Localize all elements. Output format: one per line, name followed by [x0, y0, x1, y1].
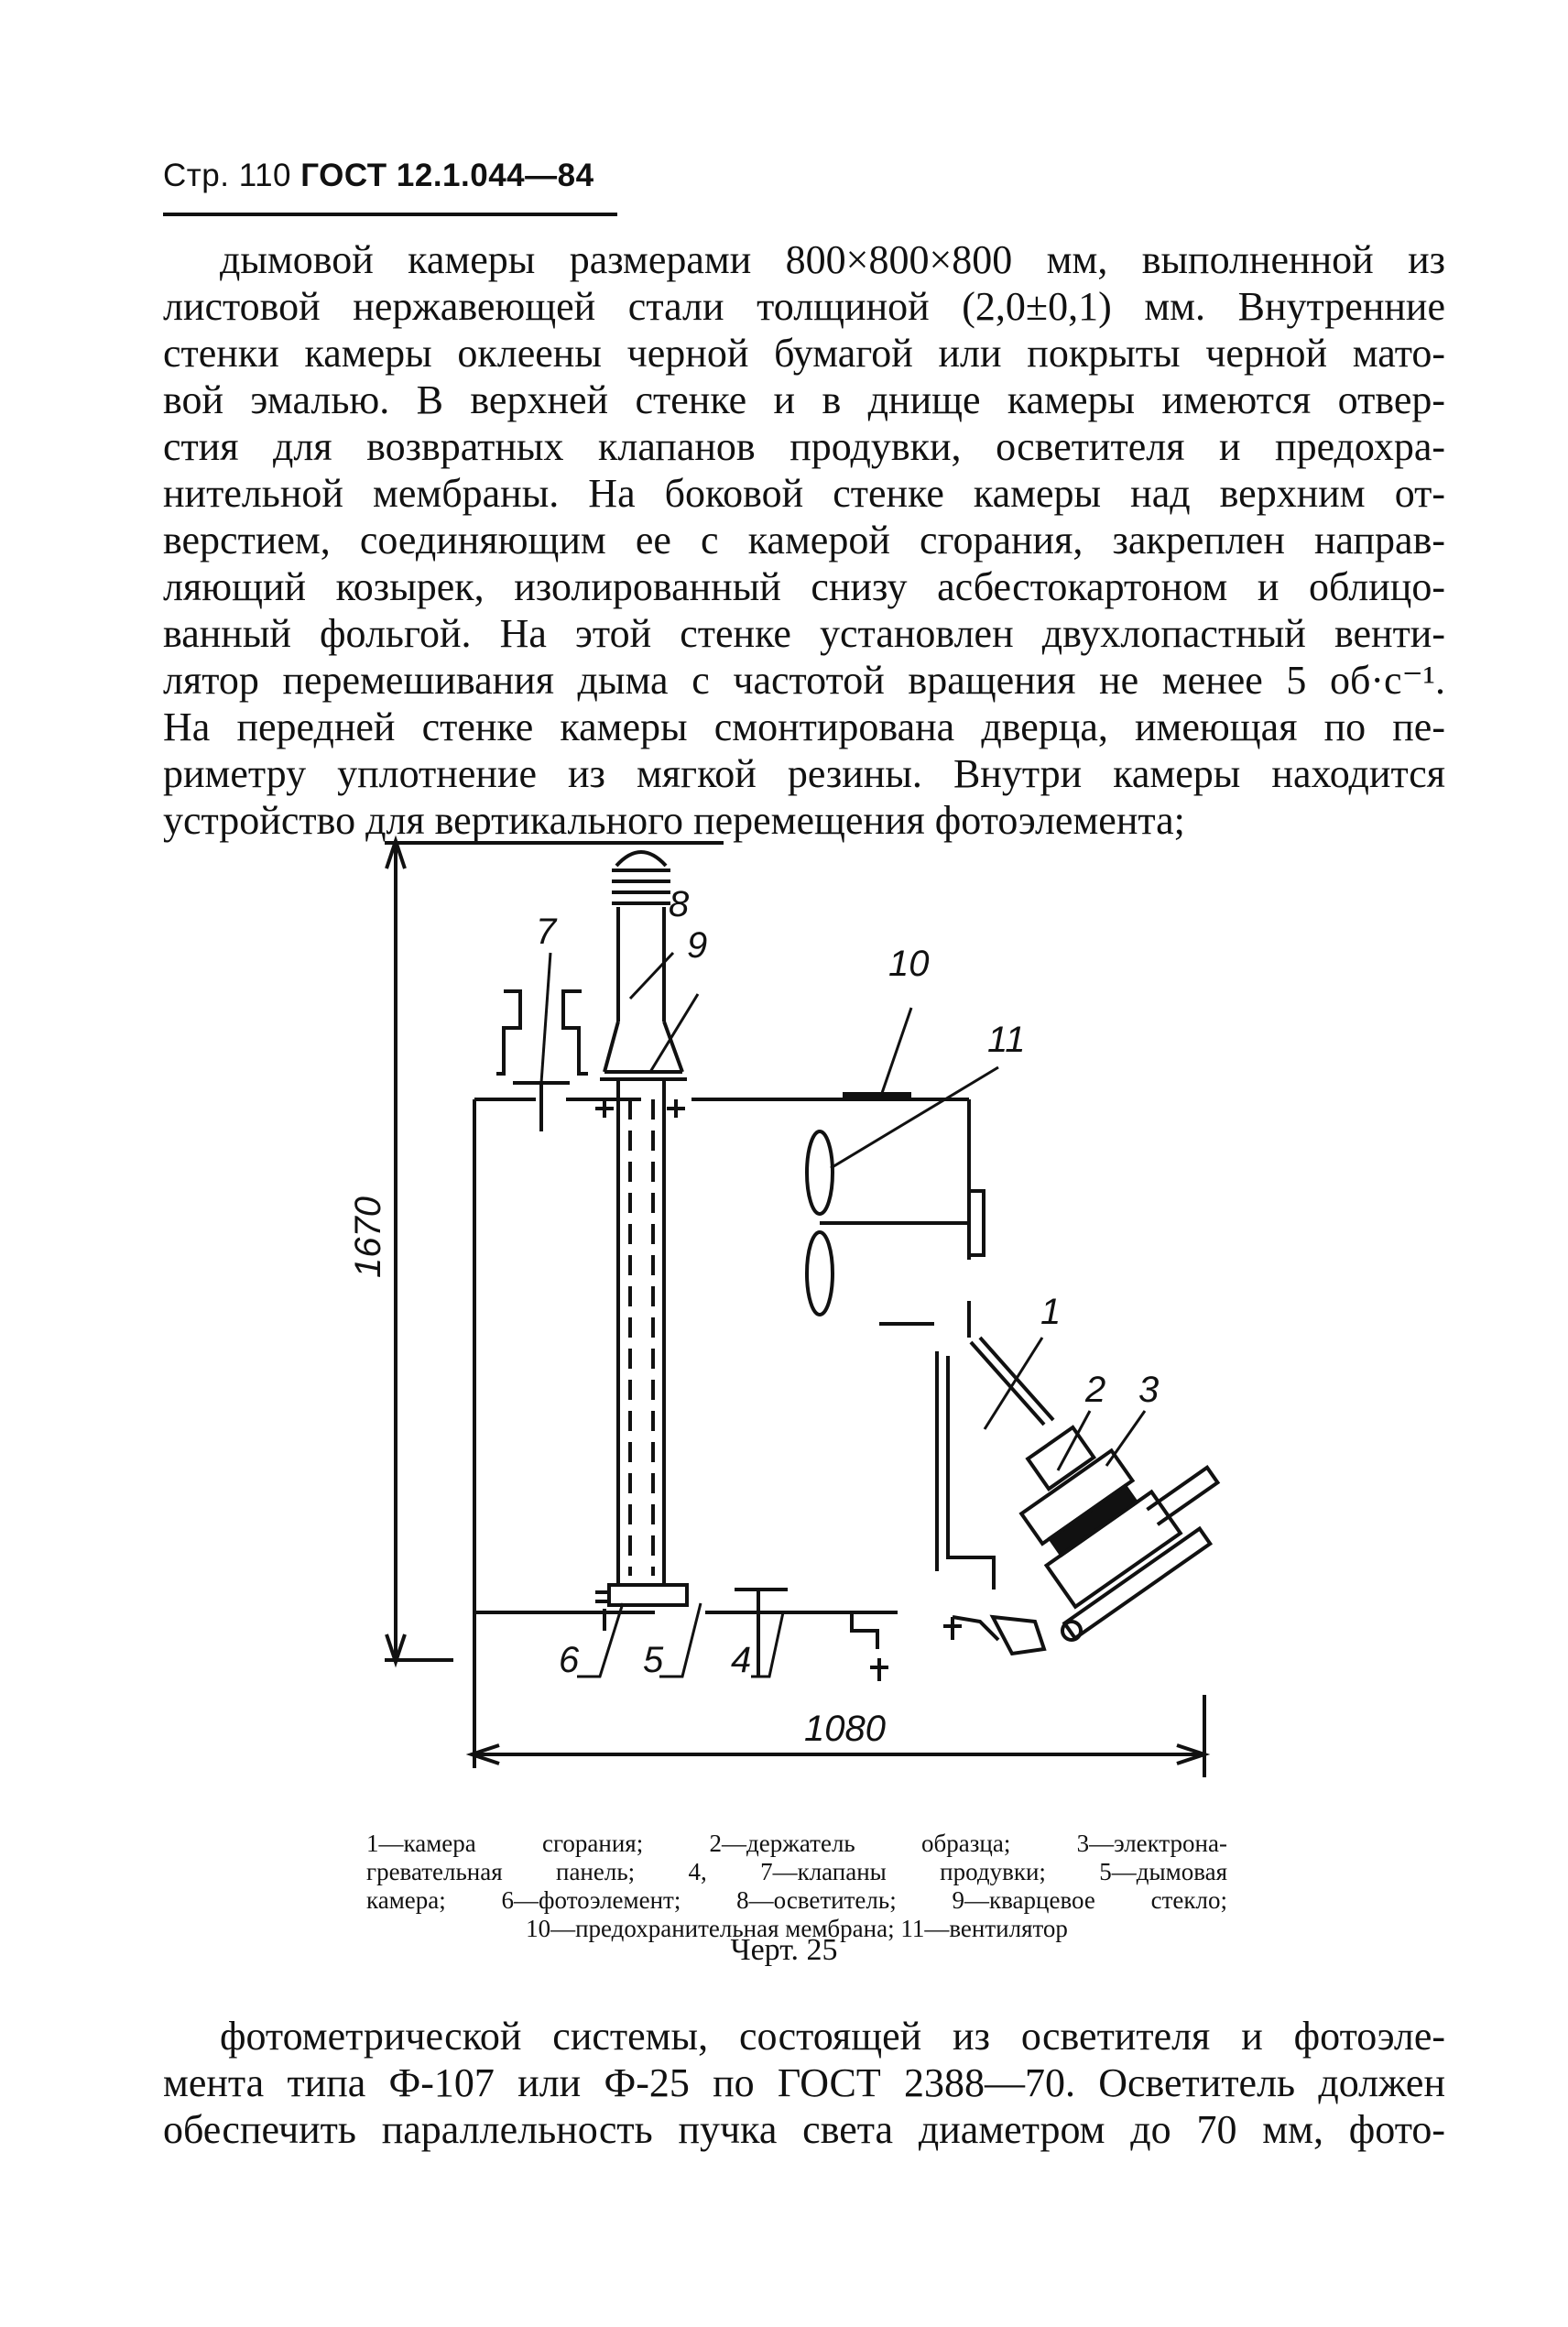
- text-line: дымовой камеры размерами 800×800×800 мм, выполненной из: [220, 237, 1445, 282]
- text-line: лятор перемешивания дыма с частотой вращения не менее 5 об·с⁻¹.: [163, 658, 1445, 703]
- illuminator-cone: [604, 1021, 682, 1072]
- text-line: стия для возвратных клапанов продувки, осветителя и предохра-: [163, 424, 1445, 469]
- text-line: стенки камеры оклеены черной бумагой или покрыты черной мато-: [163, 331, 1445, 376]
- guide-visor: [971, 1338, 1053, 1425]
- label-5: 5: [643, 1640, 664, 1680]
- valve-4-stub: [870, 1658, 888, 1681]
- text-line: вой эмалью. В верхней стенке и в днище камеры имеются отвер-: [163, 377, 1445, 422]
- top-paragraph: [163, 236, 1445, 844]
- combustion-wall-3: [948, 1356, 994, 1590]
- valve-4-bottom: [815, 1612, 877, 1649]
- valve-7-left: [496, 991, 520, 1074]
- leader-11: [831, 1067, 998, 1168]
- text-line: фотометрической системы, состоящей из осветителя и фотоэле-: [220, 2014, 1445, 2059]
- text-line: ванный фольгой. На этой стенке установлен двухлопастный венти-: [163, 611, 1445, 656]
- caption-line: камера; 6—фотоэлемент; 8—осветитель; 9—кварцевое стекло;: [366, 1886, 1227, 1914]
- caption-line: гревательная панель; 4, 7—клапаны продувки; 5—дымовая: [366, 1858, 1227, 1885]
- fan-blade-upper: [807, 1131, 833, 1214]
- figure-title: Черт. 25: [730, 1933, 838, 1967]
- combustion-floor: [953, 1617, 998, 1640]
- dimension-height-label: 1670: [348, 1196, 388, 1278]
- text-line: риметру уплотнение из мягкой резины. Внутри камеры находится: [163, 751, 1445, 796]
- leader-7: [541, 953, 550, 1083]
- figure-caption: [366, 1830, 1227, 1943]
- illuminator-flange: [600, 1079, 687, 1585]
- label-1: 1: [1040, 1292, 1062, 1332]
- flange-right-cross: [667, 1099, 685, 1118]
- text-line: листовой нержавеющей стали толщиной (2,0±0,1) мм. Внутренние: [163, 284, 1445, 329]
- valve-7-right: [563, 991, 588, 1074]
- leader-8: [630, 953, 673, 999]
- text-line: На передней стенке камеры смонтирована дверца, имеющая по пе-: [163, 705, 1445, 749]
- dimension-width-label: 1080: [804, 1709, 886, 1749]
- smoke-chamber-drawing: [339, 825, 1236, 1832]
- leader-10: [881, 1008, 911, 1096]
- illuminator-fins: [612, 870, 670, 903]
- standard-label: ГОСТ: [300, 158, 387, 193]
- heater-base: [1064, 1529, 1210, 1639]
- fan-motor: [969, 1191, 984, 1255]
- leader-5: [659, 1603, 701, 1677]
- caption-line: 1—камера сгорания; 2—держатель образца; 3—электрона-: [366, 1830, 1227, 1857]
- label-3: 3: [1138, 1370, 1160, 1410]
- valve-7-stem: [513, 1083, 570, 1131]
- leader-3: [1106, 1411, 1145, 1466]
- label-2: 2: [1085, 1370, 1106, 1410]
- label-11: 11: [987, 1020, 1026, 1060]
- text-line: обеспечить параллельность пучка света диаметром до 70 мм, фото-: [163, 2107, 1445, 2152]
- label-8: 8: [669, 884, 690, 924]
- fan-blade-lower: [807, 1232, 833, 1315]
- text-line: мента типа Ф-107 или Ф-25 по ГОСТ 2388—70. Осветитель должен: [163, 2060, 1445, 2105]
- text-line: устройство для вертикального перемещения фотоэлемента;: [163, 798, 1185, 843]
- heater-panel: [1050, 1486, 1137, 1555]
- illuminator-body: [618, 907, 664, 1021]
- header-rule: [163, 213, 617, 216]
- heater-assembly: [975, 1378, 1236, 1639]
- page-number: Стр. 110: [163, 158, 292, 193]
- figure-25-diagram: [339, 825, 1236, 1832]
- label-4: 4: [731, 1640, 752, 1680]
- illuminator-dome: [616, 852, 666, 866]
- flange-left-cross: [595, 1099, 614, 1118]
- leader-9: [650, 994, 698, 1072]
- label-9: 9: [687, 925, 708, 966]
- heater-rail: [1147, 1468, 1217, 1524]
- text-line: верстием, соединяющим ее с камерой сгорания, закреплен направ-: [163, 518, 1445, 563]
- text-line: нительной мембраны. На боковой стенке камеры над верхним от-: [163, 471, 1445, 516]
- label-7: 7: [536, 912, 557, 952]
- page-header: [163, 158, 621, 194]
- text-line: ляющий козырек, изолированный снизу асбестокартоном и облицо-: [163, 564, 1445, 609]
- leader-4: [751, 1612, 783, 1677]
- standard-number: 12.1.044—84: [396, 158, 594, 193]
- bottom-paragraph: [163, 2013, 1445, 2153]
- holder-clamp: [993, 1617, 1044, 1654]
- combustion-bottom-stub: [943, 1617, 962, 1640]
- caption-line: 10—предохранительная мембрана; 11—вентилятор: [526, 1915, 1068, 1942]
- label-10: 10: [888, 944, 930, 984]
- photocell-housing: [609, 1585, 687, 1605]
- heater-cap: [1028, 1427, 1094, 1489]
- label-6: 6: [559, 1640, 580, 1680]
